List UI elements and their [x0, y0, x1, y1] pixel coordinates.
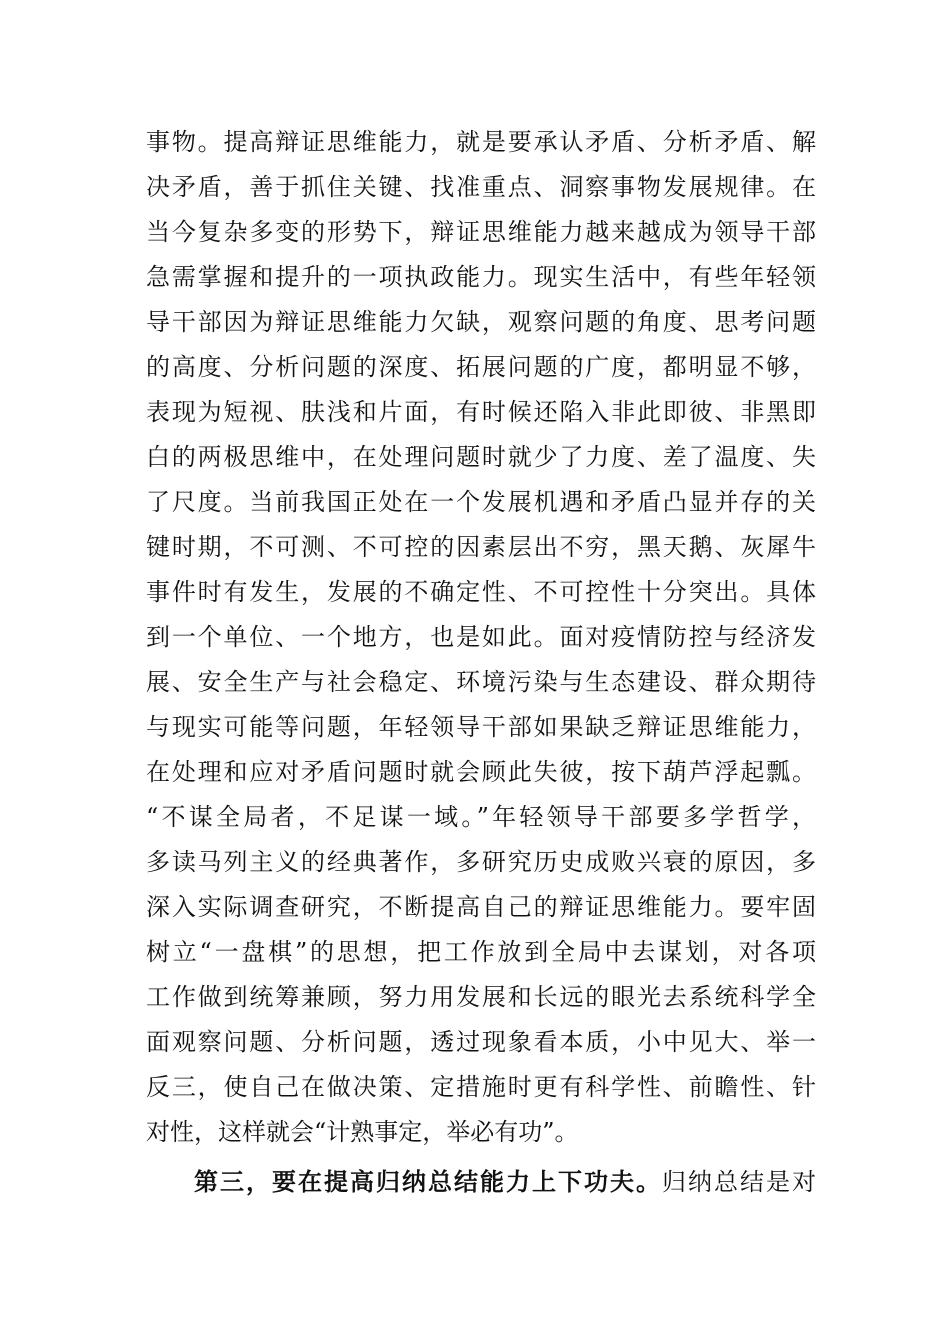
text-line: 决矛盾，善于抓住关键、找准重点、洞察事物发展规律。在 [146, 173, 816, 201]
text-line: 键时期，不可测、不可控的因素层出不穷，黑天鹅、灰犀牛 [146, 533, 816, 561]
paragraph-start-line [146, 1159, 816, 1204]
text-line: 工作做到统筹兼顾，努力用发展和长远的眼光去系统科学全 [146, 983, 816, 1011]
text-line: 展、安全生产与社会稳定、环境污染与生态建设、群众期待 [146, 668, 816, 696]
text-line: 导干部因为辩证思维能力欠缺，观察问题的角度、思考问题 [146, 308, 816, 336]
document-body [146, 120, 816, 1204]
text-line: 树立“一盘棋”的思想，把工作放到全局中去谋划，对各项 [146, 938, 816, 966]
text-line: 当今复杂多变的形势下，辩证思维能力越来越成为领导干部 [146, 218, 816, 246]
text-line: 在处理和应对矛盾问题时就会顾此失彼，按下葫芦浮起瓢。 [146, 758, 816, 786]
text-line: 与现实可能等问题，年轻领导干部如果缺乏辩证思维能力， [146, 713, 816, 741]
text-line: 表现为短视、肤浅和片面，有时候还陷入非此即彼、非黑即 [146, 398, 816, 426]
text-line: 急需掌握和提升的一项执政能力。现实生活中，有些年轻领 [146, 263, 816, 291]
text-line: 到一个单位、一个地方，也是如此。面对疫情防控与经济发 [146, 623, 816, 651]
text-line: 了尺度。当前我国正处在一个发展机遇和矛盾凸显并存的关 [146, 488, 816, 516]
text-line: 对性，这样就会“计熟事定，举必有功”。 [146, 1118, 579, 1146]
text-line: 面观察问题、分析问题，透过现象看本质，小中见大、举一 [146, 1028, 816, 1056]
text-line: 白的两极思维中，在处理问题时就少了力度、差了温度、失 [146, 443, 816, 471]
text-line: 的高度、分析问题的深度、拓展问题的广度，都明显不够， [146, 353, 816, 381]
text-line: 事件时有发生，发展的不确定性、不可控性十分突出。具体 [146, 578, 816, 606]
text-line: 深入实际调查研究，不断提高自己的辩证思维能力。要牢固 [146, 893, 816, 921]
text-line: “不谋全局者，不足谋一域。”年轻领导干部要多学哲学， [146, 803, 816, 831]
section-heading: 第三，要在提高归纳总结能力上下功夫。 [194, 1167, 662, 1196]
text-line: 反三，使自己在做决策、定措施时更有科学性、前瞻性、针 [146, 1073, 816, 1101]
text-line: 多读马列主义的经典著作，多研究历史成败兴衰的原因，多 [146, 848, 816, 876]
text-line: 事物。提高辩证思维能力，就是要承认矛盾、分析矛盾、解 [146, 128, 816, 156]
paragraph-text: 归纳总结是对 [662, 1168, 816, 1196]
